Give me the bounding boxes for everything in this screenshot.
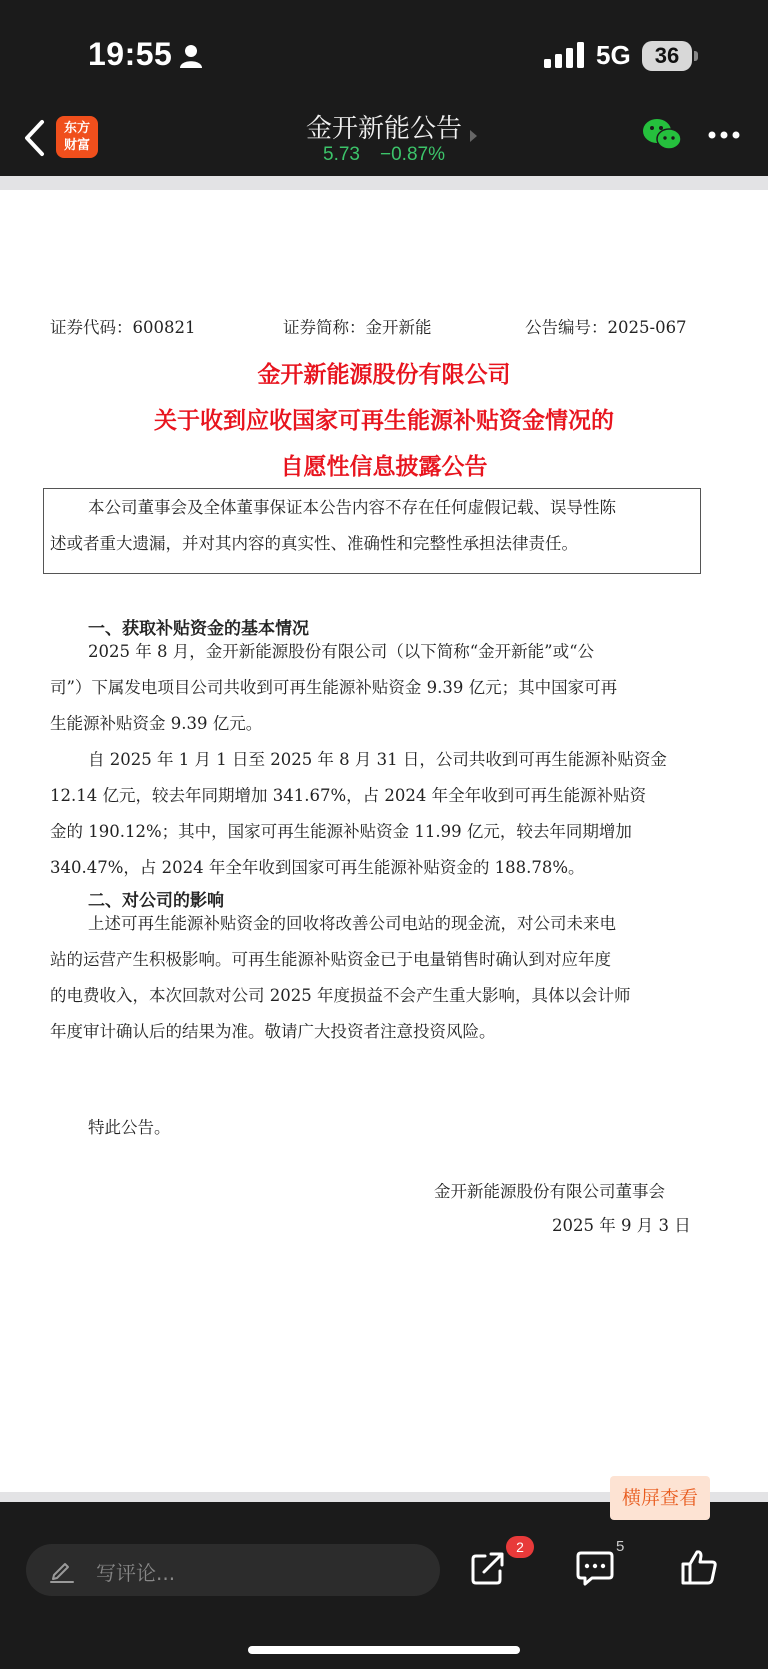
share-badge: 2 xyxy=(506,1536,534,1558)
signal-icon xyxy=(544,42,584,68)
document-title-line-3: 自愿性信息披露公告 xyxy=(280,454,488,480)
signature: 金开新能源股份有限公司董事会 xyxy=(434,1182,665,1201)
notice-number: 公告编号：2025-067 xyxy=(525,318,687,337)
closing-text: 特此公告。 xyxy=(88,1118,171,1137)
battery-nub xyxy=(694,51,698,61)
bottom-bar xyxy=(0,1530,768,1669)
share-icon[interactable] xyxy=(470,1550,506,1586)
thumbs-up-icon[interactable] xyxy=(680,1548,718,1586)
section-2-paragraph-1 xyxy=(50,906,696,1050)
paragraph-line: 年度审计确认后的结果为准。敬请广大投资者注意投资风险。 xyxy=(50,1022,496,1041)
security-code: 证券代码：600821 xyxy=(50,318,196,337)
section-1-title: 一、获取补贴资金的基本情况 xyxy=(88,619,309,639)
stock-price: 5.73 xyxy=(323,144,360,165)
document-title-line-1: 金开新能源股份有限公司 xyxy=(257,362,511,388)
paragraph-line: 司”）下属发电项目公司共收到可再生能源补贴资金 9.39 亿元；其中国家可再 xyxy=(50,678,618,697)
document-page xyxy=(0,190,768,1509)
status-bar xyxy=(0,0,768,100)
landscape-view-button[interactable]: 横屏查看 xyxy=(610,1476,710,1520)
section-1-paragraph-1 xyxy=(50,634,696,742)
paragraph-line: 12.14 亿元，较去年同期增加 341.67%，占 2024 年全年收到可再生能源补贴资 xyxy=(50,786,647,805)
closing-paragraph xyxy=(50,1110,696,1146)
battery-level: 36 xyxy=(642,41,692,71)
comment-icon[interactable] xyxy=(576,1550,614,1586)
document-viewer[interactable] xyxy=(0,176,768,1509)
nav-header xyxy=(0,100,768,176)
document-title-line-2: 关于收到应收国家可再生能源补贴资金情况的 xyxy=(154,408,614,434)
stock-change: −0.87% xyxy=(380,144,445,165)
paragraph-line: 2025 年 8 月，金开新能源股份有限公司（以下简称“金开新能”或“公 xyxy=(88,642,595,661)
paragraph-line: 自 2025 年 1 月 1 日至 2025 年 8 月 31 日，公司共收到可再生能源补贴资金 xyxy=(88,750,667,769)
disclaimer-line: 述或者重大遗漏，并对其内容的真实性、准确性和完整性承担法律责任。 xyxy=(50,534,578,553)
more-icon[interactable] xyxy=(708,130,740,140)
paragraph-line: 上述可再生能源补贴资金的回收将改善公司电站的现金流，对公司未来电 xyxy=(88,914,616,933)
expand-arrow-icon[interactable] xyxy=(470,130,477,142)
battery-icon xyxy=(642,41,698,71)
comment-count: 5 xyxy=(616,1538,625,1555)
document-meta xyxy=(50,314,710,344)
section-2-title: 二、对公司的影响 xyxy=(88,891,224,911)
paragraph-line: 的电费收入，本次回款对公司 2025 年度损益不会产生重大影响，具体以会计师 xyxy=(50,986,631,1005)
app-logo-text: 东方财富 xyxy=(63,121,90,153)
comment-input[interactable] xyxy=(26,1544,440,1596)
notice-date: 2025 年 9 月 3 日 xyxy=(552,1216,691,1235)
comment-placeholder: 写评论... xyxy=(96,1561,176,1585)
network-type: 5G xyxy=(596,40,631,70)
section-1-paragraph-2 xyxy=(50,742,696,886)
disclaimer-text xyxy=(50,490,696,562)
page-title: 金开新能公告 xyxy=(305,114,462,144)
paragraph-line: 340.47%，占 2024 年全年收到国家可再生能源补贴资金的 188.78%。 xyxy=(50,858,585,877)
paragraph-line: 站的运营产生积极影响。可再生能源补贴资金已于电量销售时确认到对应年度 xyxy=(50,950,611,969)
disclaimer-line: 本公司董事会及全体董事保证本公告内容不存在任何虚假记载、误导性陈 xyxy=(88,498,616,517)
paragraph-line: 生能源补贴资金 9.39 亿元。 xyxy=(50,714,263,733)
person-icon xyxy=(180,44,202,68)
status-time: 19:55 xyxy=(88,36,173,72)
security-short-name: 证券简称：金开新能 xyxy=(283,318,432,337)
paragraph-line: 金的 190.12%；其中，国家可再生能源补贴资金 11.99 亿元，较去年同期增加 xyxy=(50,822,632,841)
pen-icon xyxy=(48,1556,76,1584)
home-indicator[interactable] xyxy=(248,1646,520,1654)
wechat-icon[interactable] xyxy=(642,118,682,152)
